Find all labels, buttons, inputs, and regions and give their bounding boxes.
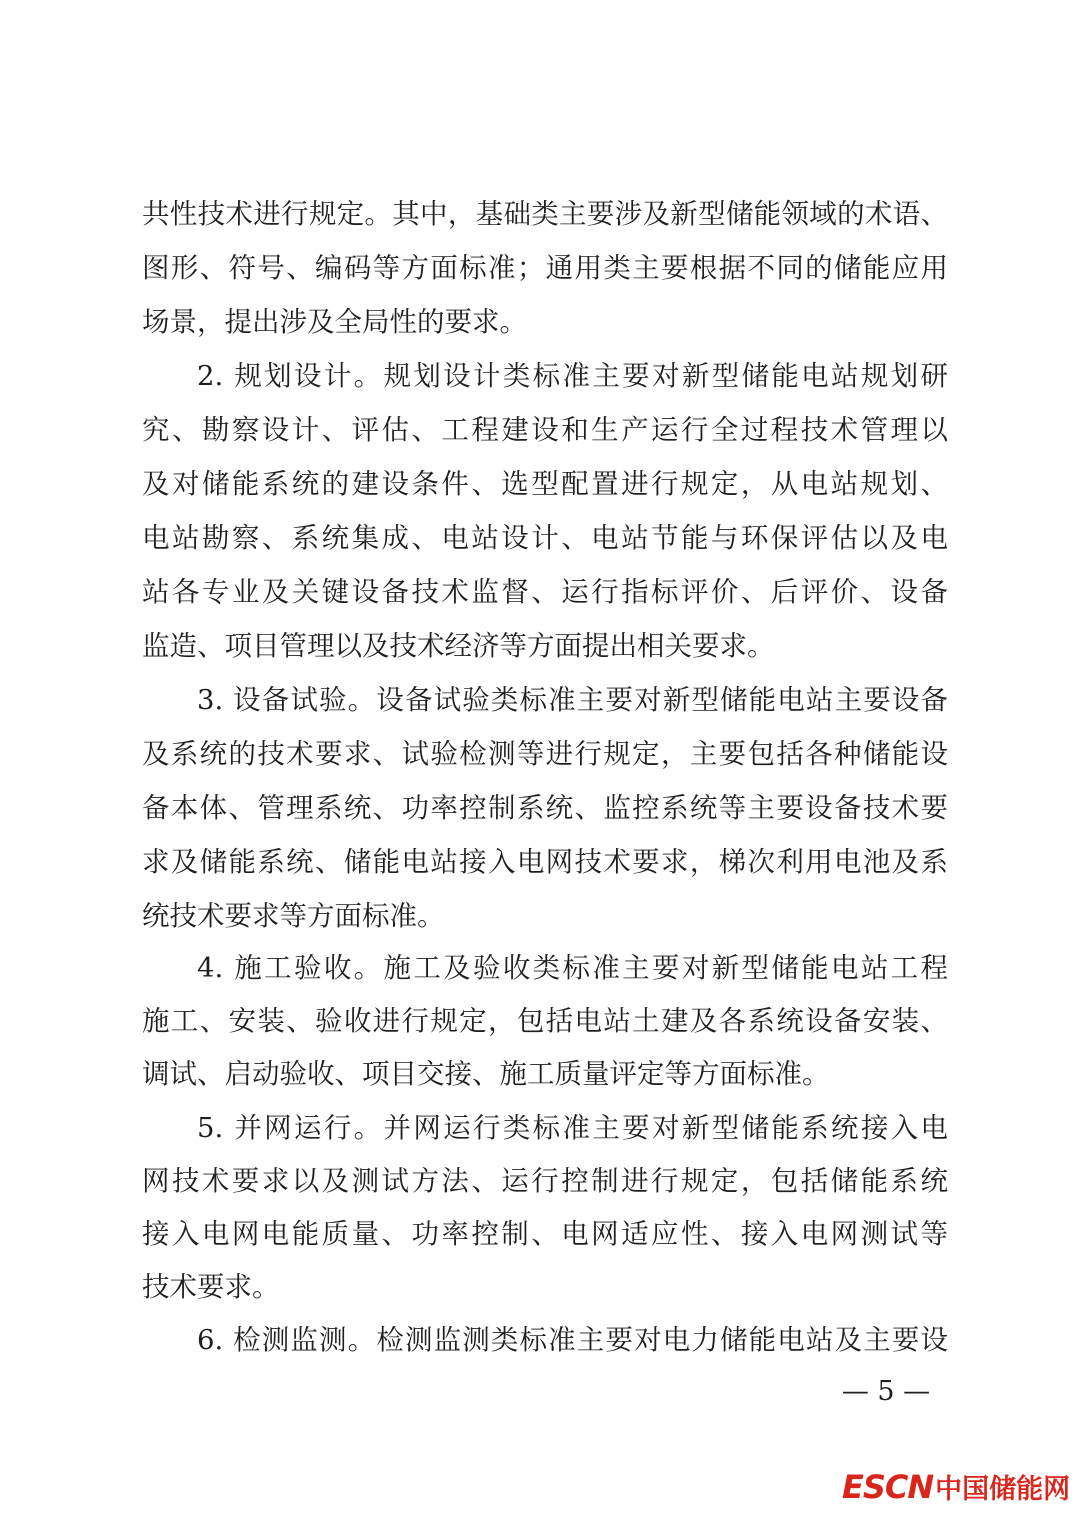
- text-line: 站各专业及关键设备技术监督、运行指标评价、后评价、设备: [142, 576, 948, 608]
- section-heading-line: 3. 设备试验。设备试验类标准主要对新型储能电站主要设备: [197, 684, 948, 716]
- text-line: 网技术要求以及测试方法、运行控制进行规定，包括储能系统: [142, 1165, 948, 1197]
- text-line: 及对储能系统的建设条件、选型配置进行规定，从电站规划、: [142, 468, 948, 500]
- page-number: — 5 —: [841, 1376, 931, 1407]
- text-line: 求及储能系统、储能电站接入电网技术要求，梯次利用电池及系: [142, 846, 948, 878]
- text-line: 电站勘察、系统集成、电站设计、电站节能与环保评估以及电: [142, 522, 948, 554]
- text-line: 共性技术进行规定。其中，基础类主要涉及新型储能领域的术语、: [142, 198, 948, 230]
- text-line: 调试、启动验收、项目交接、施工质量评定等方面标准。: [142, 1058, 830, 1090]
- text-line: 统技术要求等方面标准。: [142, 900, 445, 932]
- escn-watermark-logo: [842, 1467, 1071, 1507]
- section-heading-line: 2. 规划设计。规划设计类标准主要对新型储能电站规划研: [197, 360, 948, 392]
- text-line: 备本体、管理系统、功率控制系统、监控系统等主要设备技术要: [142, 792, 948, 824]
- text-line: 监造、项目管理以及技术经济等方面提出相关要求。: [142, 630, 775, 662]
- section-heading-line: 6. 检测监测。检测监测类标准主要对电力储能电站及主要设: [197, 1324, 948, 1356]
- text-line: 图形、符号、编码等方面标准；通用类主要根据不同的储能应用: [142, 252, 948, 284]
- text-line: 技术要求。: [142, 1271, 280, 1303]
- watermark-site-name: 中国储能网: [935, 1474, 1071, 1505]
- text-line: 接入电网电能质量、功率控制、电网适应性、接入电网测试等: [142, 1218, 948, 1250]
- section-heading-line: 4. 施工验收。施工及验收类标准主要对新型储能电站工程: [197, 952, 948, 984]
- watermark-brand: ESCN: [842, 1468, 934, 1506]
- text-line: 施工、安装、验收进行规定，包括电站土建及各系统设备安装、: [142, 1005, 948, 1037]
- text-line: 场景，提出涉及全局性的要求。: [142, 306, 527, 338]
- text-line: 究、勘察设计、评估、工程建设和生产运行全过程技术管理以: [142, 414, 948, 446]
- section-heading-line: 5. 并网运行。并网运行类标准主要对新型储能系统接入电: [197, 1112, 948, 1144]
- text-line: 及系统的技术要求、试验检测等进行规定，主要包括各种储能设: [142, 738, 948, 770]
